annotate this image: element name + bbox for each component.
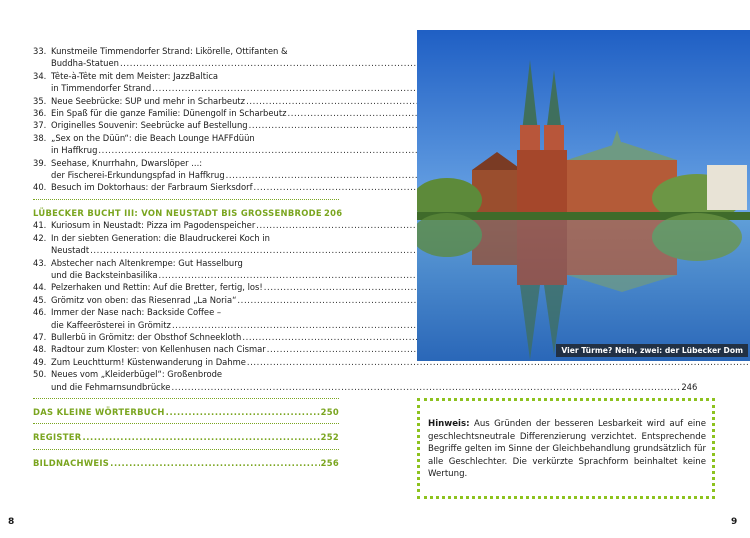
note-label: Hinweis: <box>428 419 470 429</box>
section-title: REGISTER <box>33 432 82 443</box>
toc-entry[interactable] <box>33 181 339 193</box>
toc-section-heading[interactable] <box>33 457 339 469</box>
toc-entry-title: in Haffkrug <box>51 145 98 156</box>
toc-entry[interactable] <box>33 257 339 282</box>
right-page <box>375 0 750 538</box>
toc-entry-page: 246 <box>681 381 698 392</box>
toc-entry-title: Bullerbü in Grömitz: der Obsthof Schneekloth <box>51 331 242 342</box>
leader-dots <box>166 406 320 418</box>
toc-entry-number: 34. <box>33 70 47 81</box>
toc-entry[interactable] <box>33 294 339 306</box>
toc-entry-title: der Fischerei-Erkundungspfad in Haffkrug <box>51 170 225 181</box>
toc-entry-title: Immer der Nase nach: Backside Coffee – <box>51 307 222 318</box>
toc-entry-number: 35. <box>33 95 47 106</box>
toc-entry[interactable] <box>33 331 339 343</box>
toc-entry-title: Besuch im Doktorhaus: der Farbraum Sierksdorf <box>51 182 253 193</box>
hinweis-note-box <box>417 398 715 499</box>
toc-entry[interactable] <box>33 281 339 293</box>
toc-entry-number: 33. <box>33 46 47 56</box>
section-title: DAS KLEINE WÖRTERBUCH <box>33 406 165 417</box>
toc-entry[interactable] <box>33 119 339 131</box>
toc-entry-title: Ein Spaß für die ganze Familie: Dünengolf in Scharbeutz <box>51 108 287 119</box>
page-number-left: 8 <box>8 517 15 527</box>
toc-entry-number: 44. <box>33 282 47 293</box>
toc-entry[interactable] <box>33 306 339 331</box>
leader-dots <box>82 431 319 443</box>
toc-entry-number: 45. <box>33 294 47 305</box>
section-page: 250 <box>320 406 339 417</box>
toc-entry-title: Tête-à-Tête mit dem Meister: JazzBaltica <box>51 70 219 81</box>
toc-entry[interactable] <box>33 45 339 70</box>
toc-entry-title: Originelles Souvenir: Seebrücke auf Bestellung <box>51 120 248 131</box>
toc-entry-title: Kuriosum in Neustadt: Pizza im Pagodenspeicher <box>51 220 256 231</box>
photo-caption: Vier Türme? Nein, zwei: der Lübecker Dom <box>556 344 748 357</box>
toc-entry-number: 47. <box>33 331 47 342</box>
toc-entry[interactable] <box>33 356 339 368</box>
toc-entry-number: 40. <box>33 182 47 193</box>
section-page: 206 <box>323 207 343 218</box>
toc-entry-number: 48. <box>33 344 47 355</box>
dotted-divider <box>33 423 339 424</box>
toc-entry-title: in Timmendorfer Strand <box>51 83 152 94</box>
toc-entry-title: Kunstmeile Timmendorfer Strand: Likörelle, Ottifanten & <box>51 46 288 56</box>
toc-entry-number: 37. <box>33 120 47 131</box>
toc-entry[interactable] <box>33 232 339 257</box>
toc-entry-title: Zum Leuchtturm! Küstenwanderung in Dahme <box>51 356 246 367</box>
dotted-divider <box>33 199 339 200</box>
toc-entry-title: In der siebten Generation: die Blaudruckerei Koch in <box>51 232 270 243</box>
page-number-right: 9 <box>731 517 738 527</box>
toc-entry-title: Abstecher nach Altenkrempe: Gut Hasselburg <box>51 257 243 268</box>
cathedral-photo <box>417 30 750 361</box>
toc-entry-title: „Sex on the Düün“: die Beach Lounge HAFFdüün <box>51 132 255 143</box>
toc-entry-title: Buddha-Statuen <box>51 58 119 69</box>
toc-section-heading[interactable] <box>33 207 343 219</box>
section-page: 256 <box>320 457 339 468</box>
toc-entry-title: Radtour zum Kloster: von Kellenhusen nach Cismar <box>51 344 266 355</box>
luebeck-cathedral-image <box>417 30 750 361</box>
dotted-divider <box>33 398 339 399</box>
toc-entry-number: 39. <box>33 157 47 168</box>
toc-entry-title: Neustadt <box>51 245 90 256</box>
toc-entry-number: 50. <box>33 369 47 380</box>
toc-entry[interactable] <box>33 368 698 393</box>
toc-entry-title: Seehase, Knurrhahn, Dwarslöper ...: <box>51 157 203 168</box>
toc-entry-title: Pelzerhaken und Rettin: Auf die Bretter, fertig, los! <box>51 282 263 293</box>
section-title: BILDNACHWEIS <box>33 457 110 468</box>
dotted-divider <box>33 449 339 450</box>
toc-entry[interactable] <box>33 70 339 95</box>
toc-entry-title: Neue Seebrücke: SUP und mehr in Scharbeutz <box>51 95 246 106</box>
toc-entry-title: Neues vom „Kleiderbügel“: Großenbrode <box>51 369 223 380</box>
toc-entry-number: 38. <box>33 132 47 143</box>
toc-entry[interactable] <box>33 132 339 157</box>
section-title: LÜBECKER BUCHT III: VON NEUSTADT BIS GROSSENBRODE <box>33 207 322 218</box>
toc-entry[interactable] <box>33 219 339 231</box>
toc-entry[interactable] <box>33 157 339 182</box>
toc-section-heading[interactable] <box>33 406 339 418</box>
toc-entry[interactable] <box>33 107 339 119</box>
note-text: Aus Gründen der besseren Lesbarkeit wird auf eine geschlechtsneutrale Differenzierung verzichtet. Entsprechende Begriffe gelten im Sinne der Gleichbehandlung grundsätzlich für alle Geschlechter. Die verkürzte Sprachform beinhaltet keine Wertung. <box>428 419 706 480</box>
toc-entry[interactable] <box>33 343 339 355</box>
toc-entry-title: und die Fehmarnsundbrücke <box>51 381 171 392</box>
leader-dots <box>110 457 319 469</box>
toc-section-heading[interactable] <box>33 431 339 443</box>
toc-entry-title: und die Backsteinbasilika <box>51 269 158 280</box>
toc-entry-number: 36. <box>33 108 47 119</box>
section-page: 252 <box>320 432 339 443</box>
toc-entry-number: 43. <box>33 257 47 268</box>
toc-entry-number: 41. <box>33 220 47 231</box>
toc-entry-title: die Kaffeerösterei in Grömitz <box>51 319 171 330</box>
toc-entry-number: 49. <box>33 356 47 367</box>
toc-entry-title: Grömitz von oben: das Riesenrad „La Noria“ <box>51 294 237 305</box>
toc-entry[interactable] <box>33 95 339 107</box>
toc-entry-number: 42. <box>33 232 47 243</box>
toc-entry-number: 46. <box>33 307 47 318</box>
